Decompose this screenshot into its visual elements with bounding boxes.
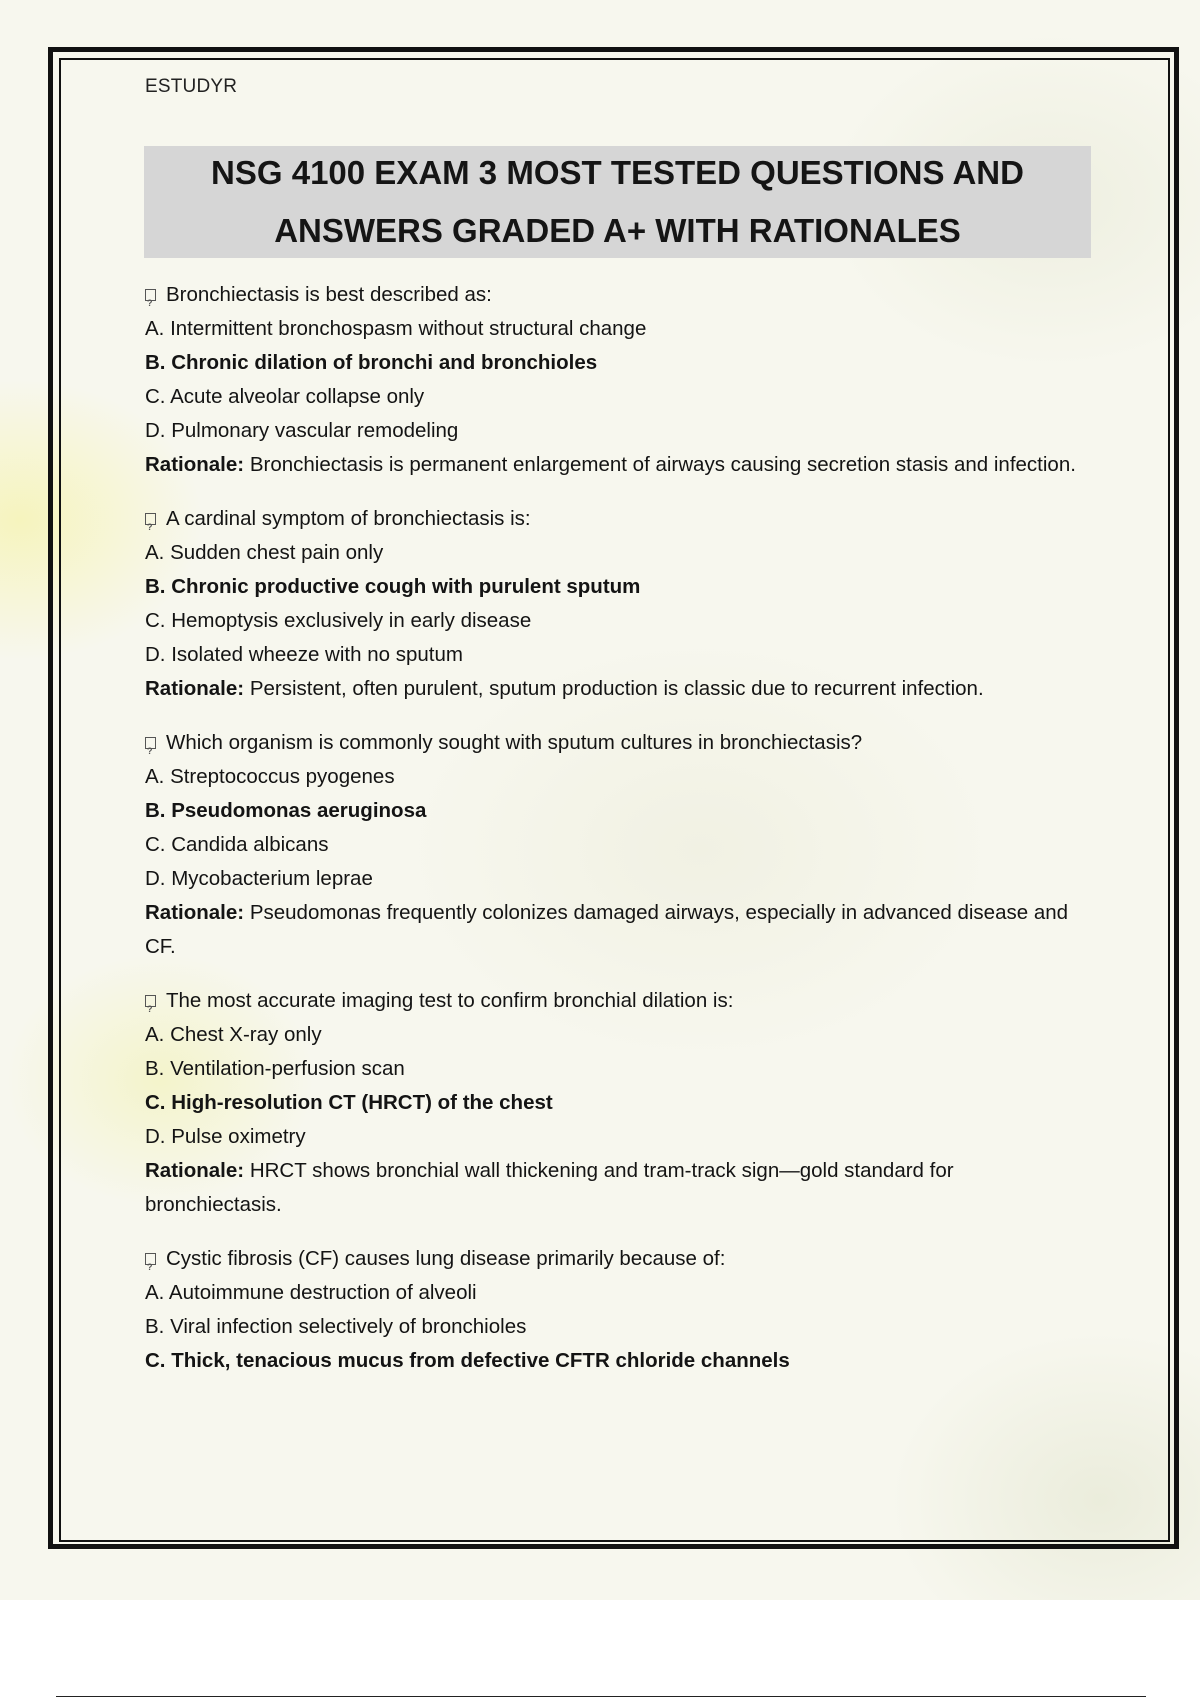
answer-option: D. Pulmonary vascular remodeling bbox=[145, 419, 459, 442]
answer-option: C. Hemoptysis exclusively in early disease bbox=[145, 609, 532, 632]
question-marker-icon bbox=[145, 513, 156, 525]
question-text: The most accurate imaging test to confirm bronchial dilation is: bbox=[166, 989, 734, 1012]
question-block bbox=[145, 1242, 1091, 1378]
question-stem bbox=[145, 1242, 1091, 1276]
title-line-1: NSG 4100 EXAM 3 MOST TESTED QUESTIONS AND bbox=[211, 154, 1024, 191]
rationale-text: Persistent, often purulent, sputum production is classic due to recurrent infection. bbox=[249, 677, 984, 700]
rationale bbox=[145, 448, 1091, 482]
rationale-text: HRCT shows bronchial wall thickening and tram-track sign—gold standard for bronchiectasis. bbox=[145, 1159, 954, 1216]
answer-option: D. Mycobacterium leprae bbox=[145, 867, 373, 890]
rationale bbox=[145, 1154, 1091, 1222]
answer-option: A. Autoimmune destruction of alveoli bbox=[145, 1281, 477, 1304]
question-marker-icon bbox=[145, 1253, 156, 1265]
question-block bbox=[145, 726, 1091, 964]
rationale-text: Pseudomonas frequently colonizes damaged airways, especially in advanced disease and CF. bbox=[145, 901, 1069, 958]
answer-option: A. Streptococcus pyogenes bbox=[145, 765, 395, 788]
question-marker-icon bbox=[145, 995, 156, 1007]
question-marker-icon bbox=[145, 289, 156, 301]
question-text: Which organism is commonly sought with sputum cultures in bronchiectasis? bbox=[166, 731, 863, 754]
question-marker-icon bbox=[145, 737, 156, 749]
answer-option: B. Ventilation-perfusion scan bbox=[145, 1057, 405, 1080]
question-text: Bronchiectasis is best described as: bbox=[166, 283, 492, 306]
rationale-text: Bronchiectasis is permanent enlargement of airways causing secretion stasis and infection. bbox=[249, 453, 1076, 476]
answer-option: A. Sudden chest pain only bbox=[145, 541, 384, 564]
question-stem bbox=[145, 502, 1091, 536]
rationale bbox=[145, 896, 1091, 964]
questions-list bbox=[145, 278, 1091, 1398]
answer-option: C. Candida albicans bbox=[145, 833, 329, 856]
question-stem bbox=[145, 278, 1091, 312]
question-block bbox=[145, 278, 1091, 482]
question-text: A cardinal symptom of bronchiectasis is: bbox=[166, 507, 531, 530]
rationale-label: Rationale: bbox=[145, 677, 245, 700]
question-text: Cystic fibrosis (CF) causes lung disease primarily because of: bbox=[166, 1247, 726, 1270]
answer-option: D. Pulse oximetry bbox=[145, 1125, 306, 1148]
title-line-2: ANSWERS GRADED A+ WITH RATIONALES bbox=[274, 212, 961, 249]
answer-option: D. Isolated wheeze with no sputum bbox=[145, 643, 463, 666]
document-title bbox=[144, 146, 1091, 258]
question-stem bbox=[145, 984, 1091, 1018]
answer-option-correct: C. Thick, tenacious mucus from defective CFTR chloride channels bbox=[145, 1349, 790, 1372]
answer-option-correct: B. Chronic productive cough with purulent sputum bbox=[145, 575, 641, 598]
question-block bbox=[145, 984, 1091, 1222]
answer-option-correct: B. Chronic dilation of bronchi and bronchioles bbox=[145, 351, 598, 374]
question-stem bbox=[145, 726, 1091, 760]
rationale-label: Rationale: bbox=[145, 453, 245, 476]
rationale-label: Rationale: bbox=[145, 1159, 245, 1182]
answer-option: B. Viral infection selectively of bronchioles bbox=[145, 1315, 527, 1338]
answer-option: C. Acute alveolar collapse only bbox=[145, 385, 425, 408]
rationale bbox=[145, 672, 1091, 706]
page-bottom-margin bbox=[0, 1600, 1200, 1700]
brand-label: ESTUDYR bbox=[145, 76, 238, 97]
answer-option-correct: C. High-resolution CT (HRCT) of the chest bbox=[145, 1091, 553, 1114]
question-block bbox=[145, 502, 1091, 706]
answer-option: A. Chest X-ray only bbox=[145, 1023, 322, 1046]
answer-option: A. Intermittent bronchospasm without structural change bbox=[145, 317, 647, 340]
footer-rule bbox=[56, 1696, 1146, 1697]
answer-option-correct: B. Pseudomonas aeruginosa bbox=[145, 799, 427, 822]
rationale-label: Rationale: bbox=[145, 901, 245, 924]
